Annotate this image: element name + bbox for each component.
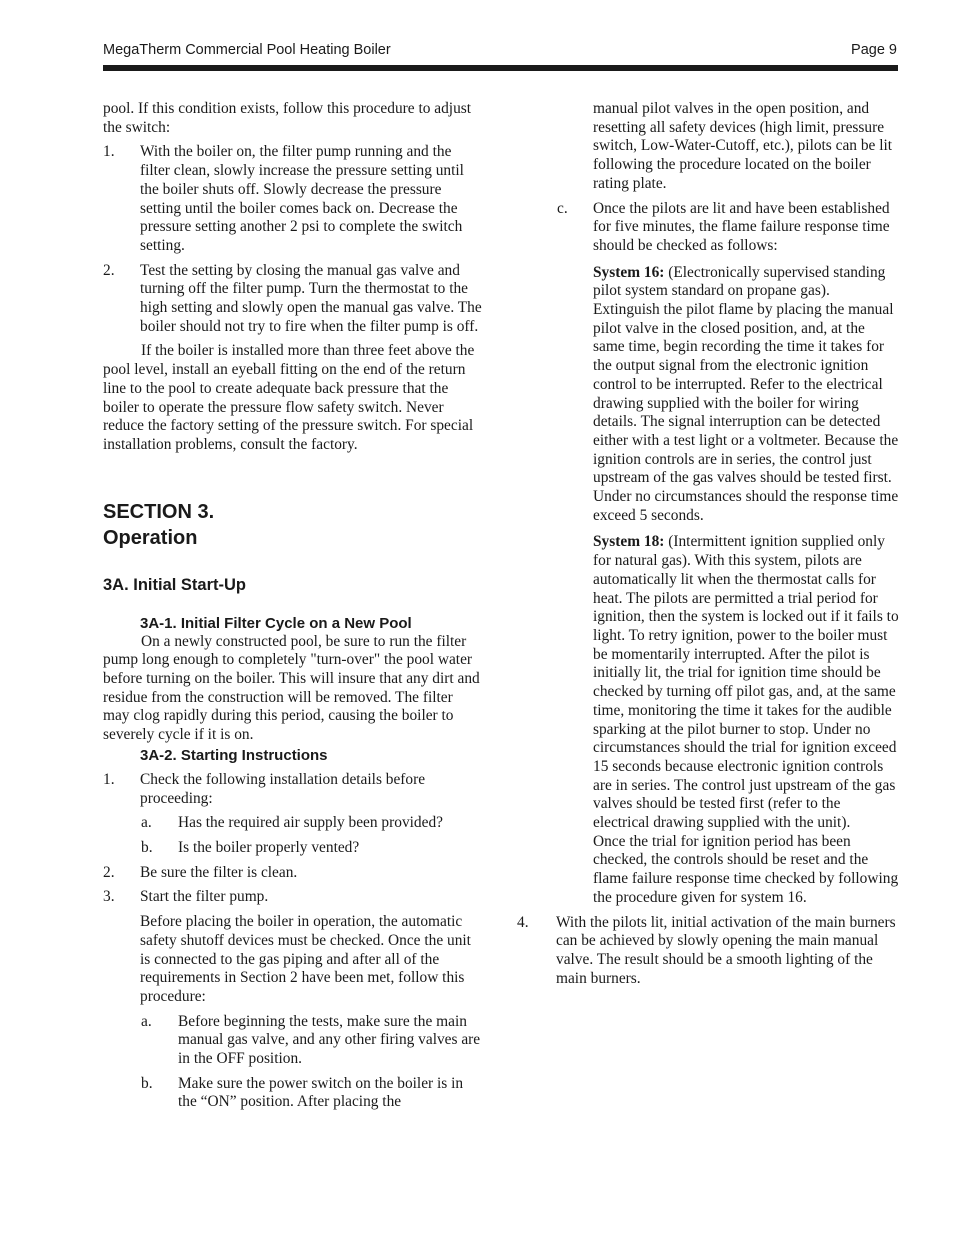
left-column [103,100,483,1112]
system-18-paragraph [517,533,899,832]
continued-paragraph: manual pilot valves in the open position, and resetting all safety devices (high limit, pressure switch, Low-Water-Cutoff, etc.), pilots can be lit following the procedure located on the boiler rating plate. [593,100,893,192]
item-text: With the boiler on, the filter pump running and the filter clean, slowly increase the pressure setting until the boiler shuts off. Slowly decrease the pressure setting until the boiler comes back on. Decrease the pressure setting another 2 psi to complete the switch setting. [140,143,464,254]
item-number: 3. [103,888,115,906]
item-text: Has the required air supply been provided? [178,814,443,832]
section-number: SECTION 3. [103,500,215,523]
header-rule [103,65,898,71]
item-text: Check the following installation details before proceeding: [140,770,426,807]
body-paragraph: On a newly constructed pool, be sure to run the filter pump long enough to completely "turn-over" the pool water before turning on the boiler. This will insure that any dirt and residue from the construction will be removed. The filter may clog rapidly during this period, causing the boiler to severely cycle if it is on. [103,632,480,744]
list-item [103,143,483,255]
list-item [103,262,483,337]
item-text: Test the setting by closing the manual gas valve and turning off the filter pump. Turn the thermostat to the high setting and slowly open the manual gas valve. The boiler should not try to fire when the filter pump is off. [140,261,482,335]
item-number: 1. [103,143,115,161]
sub-list-item [103,814,483,833]
sub-list-item [103,839,483,858]
section-heading [103,499,483,551]
intro-paragraph: pool. If this condition exists, follow this procedure to adjust the switch: [103,100,472,136]
sub-list-item [517,200,899,256]
page-number: Page 9 [851,42,897,58]
sub-list-item [103,1013,483,1069]
item-letter: a. [141,1012,152,1030]
item-text: Start the filter pump. [140,888,269,906]
item-letter: c. [557,199,568,217]
system-16-text: (Electronically supervised standing pilot system standard on propane gas). Extinguish the pilot flame by placing the manual pilot valve in the closed position, and, at the same time, begin recording the time it takes for the output signal from the electronic ignition control to be interrupted. Refer to the electrical drawing supplied with the boiler for wiring details. The signal interruption can be detected either with a test light or a voltmeter. Because the ignition controls are in series, the control just upstream of the gas valves should be tested first. Under no circumstances should the response time exceed 5 seconds. [593,263,899,524]
item-text: Be sure the filter is clean. [140,863,298,881]
sub-list-item [103,1075,483,1112]
right-column [517,100,899,988]
item-text: Make sure the power switch on the boiler is in the “ON” position. After placing the [178,1074,464,1111]
item-letter: b. [141,838,153,856]
subsubsection-heading: 3A-2. Starting Instructions [140,746,328,764]
indented-paragraph: Before placing the boiler in operation, the automatic safety shutoff devices must be checked. Once the unit is connected to the gas piping and after all of the requirements in Section 2 have been met, follow this procedure: [140,913,471,1005]
system-18-label: System 18: [593,533,665,551]
subsubsection-heading: 3A-1. Initial Filter Cycle on a New Pool [140,614,412,632]
document-title: MegaTherm Commercial Pool Heating Boiler [103,42,391,58]
item-number: 4. [517,913,529,931]
list-item [103,888,483,907]
list-item [103,864,483,883]
list-item [517,914,899,989]
item-letter: a. [141,814,152,832]
item-number: 2. [103,261,115,279]
item-number: 2. [103,863,115,881]
body-paragraph: If the boiler is installed more than three feet above the pool level, install an eyeball fitting on the end of the return line to the pool to create adequate back pressure that the boiler to operate the pressure flow safety switch. Never reduce the factory setting of the pressure switch. For special installation problems, consult the factory. [103,342,475,453]
section-title: Operation [103,526,198,549]
item-text: Is the boiler properly vented? [178,838,360,856]
item-number: 1. [103,770,115,788]
item-letter: b. [141,1074,153,1092]
item-text: Before beginning the tests, make sure the main manual gas valve, and any other firing valves are in the OFF position. [178,1012,481,1068]
item-text: Once the pilots are lit and have been established for five minutes, the flame failure response time should be checked as follows: [593,199,890,254]
item-text: With the pilots lit, initial activation of the main burners can be achieved by slowly opening the main manual valve. The result should be a smooth lighting of the main burners. [556,913,896,987]
system-16-paragraph [517,264,899,526]
list-item [103,771,483,808]
system-18-text: (Intermittent ignition supplied only for natural gas). With this system, pilots are automatically lit when the thermostat calls for heat. The pilots are permitted a trial period for ignition, then the system is locked out if it fails to light. To retry ignition, power to the boiler must be momentarily interrupted. After the pilot is initially lit, the trial for ignition time should be checked by turning off pilot gas, and, at the same time, monitoring the time it takes for the audible sparking at the pilot burner to stop. Under no circumstances should the trial for ignition exceed 15 seconds because electronic ignition controls are in series. The control just upstream of the gas valves should be tested first (refer to the electrical drawing supplied with the unit). [593,533,899,832]
subsection-heading: 3A. Initial Start-Up [103,575,247,594]
system-16-label: System 16: [593,263,665,281]
page-header [103,42,897,60]
system-18-continued: Once the trial for ignition period has been checked, the controls should be reset and the flame failure response time checked by following the procedure given for system 16. [593,832,899,906]
